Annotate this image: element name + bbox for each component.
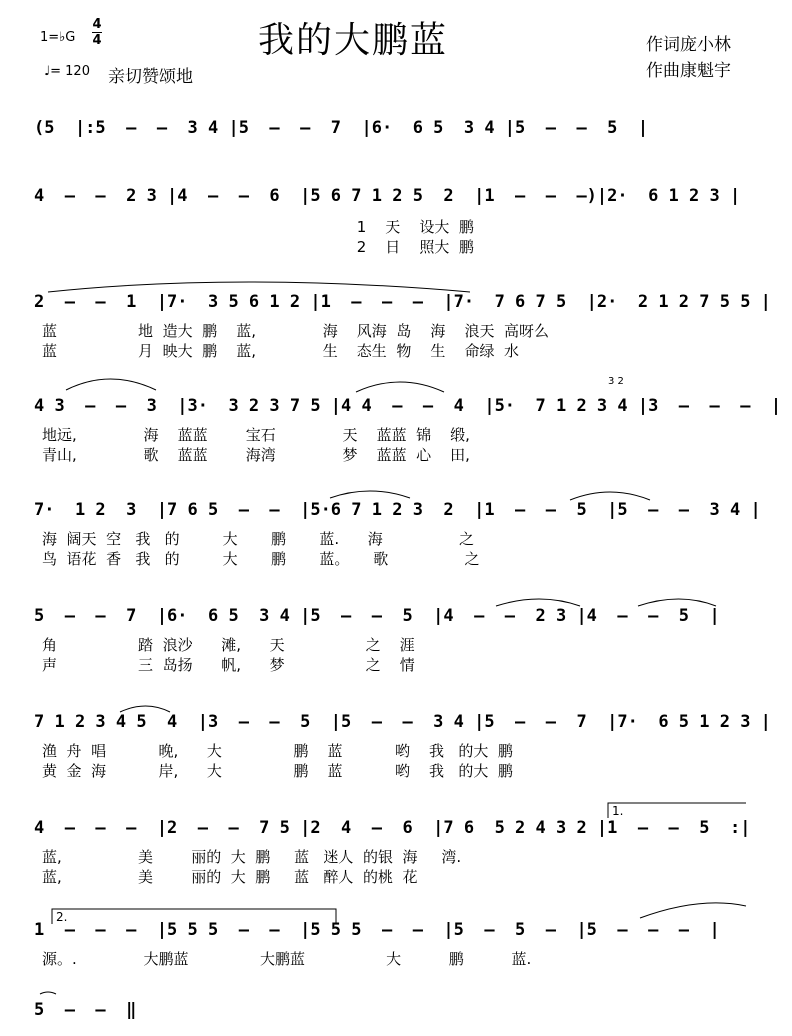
slur bbox=[66, 379, 156, 390]
lyrics-verse-1: 海 阔天 空 我 的 大 鹏 蓝. 海 之 bbox=[42, 530, 475, 548]
lyrics-verse-1: 渔 舟 唱 晚, 大 鹏 蓝 哟 我 的大 鹏 bbox=[42, 742, 513, 760]
slur bbox=[640, 903, 746, 918]
time-signature-bottom: 4 bbox=[92, 33, 102, 48]
lyrics-verse-2: 黄 金 海 岸, 大 鹏 蓝 哟 我 的大 鹏 bbox=[42, 762, 513, 780]
notes-line: 1 – – – |5 5 5 – – |5 5 5 – – |5 – 5 – |5 – – – | bbox=[34, 920, 720, 940]
lyrics-verse-1: 1 天 设大 鹏 bbox=[42, 218, 474, 236]
lyrics-verse-2: 蓝 月 映大 鹏 蓝, 生 态生 物 生 命绿 水 bbox=[42, 342, 520, 360]
key-signature: 1=♭G bbox=[40, 30, 76, 45]
grace-note-ornament: 3 2 bbox=[608, 376, 624, 387]
notes-line: 4 – – – |2 – – 7 5 |2 4 – 6 |7 6 5 2 4 3 2 |1 – – 5 :| bbox=[34, 818, 751, 838]
notes-line: 5 – – ‖ bbox=[34, 1000, 137, 1020]
notes-line: 2 – – 1 |7· 3 5 6 1 2 |1 – – – |7· 7 6 7 5 |2· 2 1 2 7 5 5 | bbox=[34, 292, 771, 312]
slur bbox=[330, 491, 410, 498]
lyricist-credit: 作词庞小林 bbox=[646, 35, 731, 55]
notes-line: 4 – – 2 3 |4 – – 6 |5 6 7 1 2 5 2 |1 – – –)|2· 6 1 2 3 | bbox=[34, 186, 741, 206]
song-title: 我的大鹏蓝 bbox=[258, 20, 449, 61]
notes-line: 7· 1 2 3 |7 6 5 – – |5·6 7 1 2 3 2 |1 – – 5 |5 – – 3 4 | bbox=[34, 500, 761, 520]
tempo-marking: ♩= 120 bbox=[44, 64, 90, 79]
notes-line: 4 3 – – 3 |3· 3 2 3 7 5 |4 4 – – 4 |5· 7 1 2 3 4 |3 – – – | bbox=[34, 396, 782, 416]
lyrics-verse-2: 2 日 照大 鹏 bbox=[42, 238, 474, 256]
expression-marking: 亲切赞颂地 bbox=[108, 67, 193, 87]
lyrics-verse-1: 蓝 地 造大 鹏 蓝, 海 风海 岛 海 浪天 高呀么 bbox=[42, 322, 550, 340]
composer-credit: 作曲康魁宇 bbox=[646, 61, 731, 81]
lyrics-verse-2: 鸟 语花 香 我 的 大 鹏 蓝。 歌 之 bbox=[42, 550, 480, 568]
time-signature bbox=[92, 18, 102, 47]
lyrics-verse-2: 蓝, 美 丽的 大 鹏 蓝 醉人 的桃 花 bbox=[42, 868, 418, 886]
lyrics-verse-2: 声 三 岛扬 帆, 梦 之 情 bbox=[42, 656, 415, 674]
lyrics-verse-1: 地远, 海 蓝蓝 宝石 天 蓝蓝 锦 缎, bbox=[42, 426, 470, 444]
lyrics-verse-1: 蓝, 美 丽的 大 鹏 蓝 迷人 的银 海 湾. bbox=[42, 848, 462, 866]
slur bbox=[638, 599, 716, 606]
notes-line: 5 – – 7 |6· 6 5 3 4 |5 – – 5 |4 – – 2 3 |4 – – 5 | bbox=[34, 606, 720, 626]
slur bbox=[570, 492, 650, 500]
lyrics-verse-2: 青山, 歌 蓝蓝 海湾 梦 蓝蓝 心 田, bbox=[42, 446, 470, 464]
first-ending-mark: 1. bbox=[612, 804, 624, 818]
second-ending-mark: 2. bbox=[56, 910, 68, 924]
time-signature-top: 4 bbox=[92, 17, 102, 32]
notes-line: 7 1 2 3 4 5 4 |3 – – 5 |5 – – 3 4 |5 – – 7 |7· 6 5 1 2 3 | bbox=[34, 712, 771, 732]
slur bbox=[356, 382, 444, 392]
lyrics-verse-1: 角 踏 浪沙 滩, 天 之 涯 bbox=[42, 636, 415, 654]
slur bbox=[496, 599, 580, 606]
notes-line: (5 |:5 – – 3 4 |5 – – 7 |6· 6 5 3 4 |5 – – 5 | bbox=[34, 118, 649, 138]
lyrics-verse-1: 源。. 大鹏蓝 大鹏蓝 大 鹏 蓝. bbox=[42, 950, 532, 968]
slur bbox=[40, 992, 56, 994]
first-ending-bracket bbox=[608, 803, 746, 818]
slur bbox=[48, 282, 470, 292]
